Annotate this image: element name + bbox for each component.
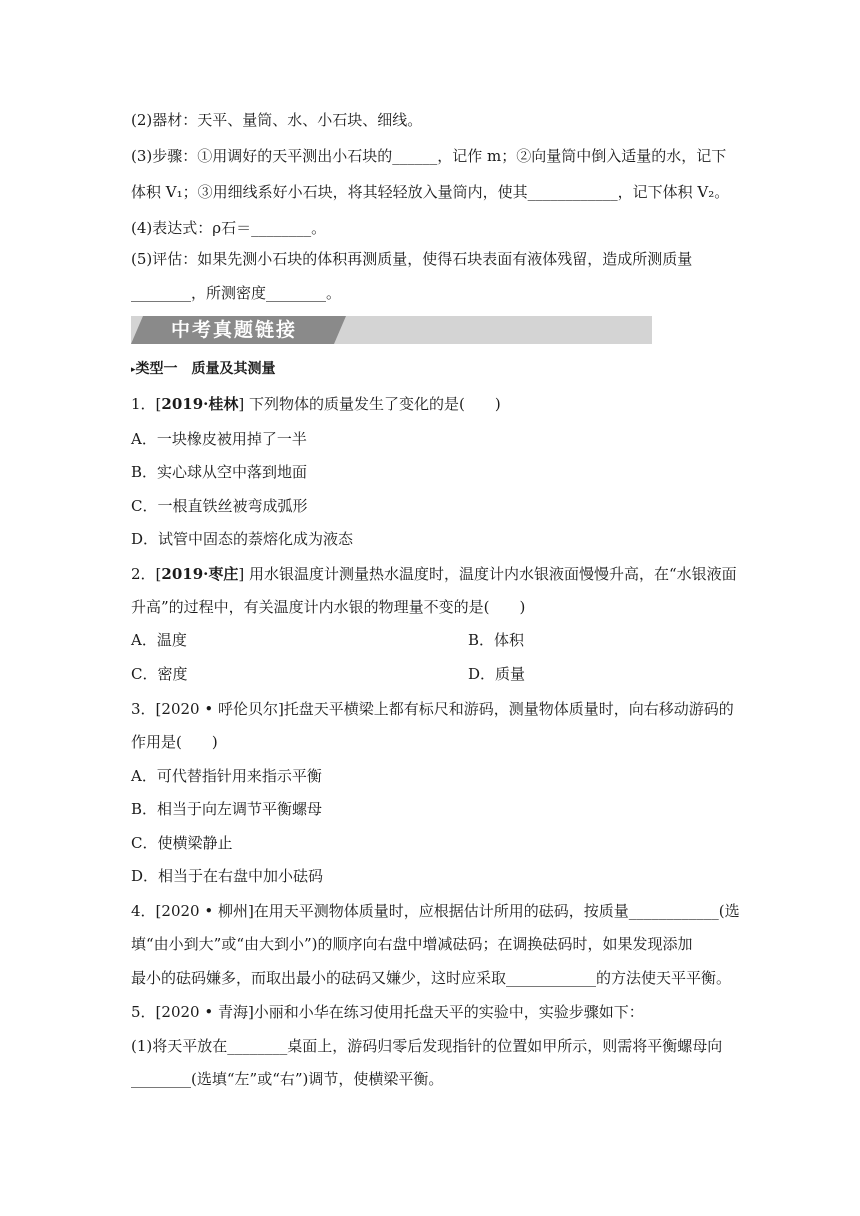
question-2-stem [131, 564, 737, 584]
question-3-stem: 3．[2020 • 呼伦贝尔]托盘天平横梁上都有标尺和游码，测量物体质量时，向右移动游码的 [131, 700, 734, 718]
question-2-option-d: D．质量 [468, 665, 526, 683]
question-5-sub-1: (1)将天平放在________桌面上，游码归零后发现指针的位置如甲所示，则需将平衡螺母向 [131, 1037, 723, 1055]
triangle-marker-icon: ▸ [131, 365, 136, 375]
question-2-option-a: A．温度 [131, 631, 187, 649]
question-3-option-a: A．可代替指针用来指示平衡 [131, 767, 322, 785]
question-number: 2．[ [131, 565, 162, 583]
question-source: 2019·桂林 [161, 395, 239, 413]
question-2-option-b: B．体积 [468, 631, 525, 649]
evaluation-line-1: (5)评估：如果先测小石块的体积再测质量，使得石块表面有液体残留，造成所测质量 [131, 250, 693, 268]
question-4-stem-line-2: 填“由小到大”或“由大到小”)的顺序向右盘中增减砝码；在调换砝码时，如果发现添加 [131, 935, 693, 953]
question-text: ] 用水银温度计测量热水温度时，温度计内水银液面慢慢升高，在“水银液面 [238, 565, 737, 583]
question-3-option-c: C．使横梁静止 [131, 834, 233, 852]
question-4-stem: 4．[2020 • 柳州]在用天平测物体质量时，应根据估计所用的砝码，按质量____________(选 [131, 902, 740, 920]
question-5-sub-1-line-2: ________(选填“左”或“右”)调节，使横梁平衡。 [131, 1070, 444, 1088]
question-1-option-a: A．一块橡皮被用掉了一半 [131, 430, 307, 448]
question-4-stem-line-3: 最小的砝码嫌多，而取出最小的砝码又嫌少，这时应采取____________的方法使天平平衡。 [131, 969, 732, 987]
question-1-option-c: C．一根直铁丝被弯成弧形 [131, 497, 308, 515]
question-1-option-d: D．试管中固态的萘熔化成为液态 [131, 530, 354, 548]
question-5-stem: 5．[2020 • 青海]小丽和小华在练习使用托盘天平的实验中，实验步骤如下： [131, 1003, 644, 1021]
materials-line: (2)器材：天平、量筒、水、小石块、细线。 [131, 111, 423, 129]
question-3-stem-line-2: 作用是( ) [131, 733, 218, 751]
question-number: 1．[ [131, 395, 162, 413]
question-1-option-b: B．实心球从空中落到地面 [131, 463, 308, 481]
question-3-option-b: B．相当于向左调节平衡螺母 [131, 800, 323, 818]
question-3-option-d: D．相当于在右盘中加小砝码 [131, 867, 324, 885]
expression-line: (4)表达式：ρ石＝________。 [131, 219, 327, 237]
section-banner-title: 中考真题链接 [171, 319, 298, 341]
question-2-stem-line-2: 升高”的过程中，有关温度计内水银的物理量不变的是( ) [131, 598, 526, 616]
question-1-stem [131, 394, 501, 414]
question-2-option-c: C．密度 [131, 665, 188, 683]
type-heading-label: 类型一 质量及其测量 [135, 361, 276, 377]
steps-line-1: (3)步骤：①用调好的天平测出小石块的______，记作 m；②向量筒中倒入适量的水，记下 [131, 147, 727, 165]
type-heading [131, 359, 276, 380]
steps-line-2: 体积 V₁；③用细线系好小石块，将其轻轻放入量筒内，使其____________，记下体积 V₂。 [131, 183, 730, 201]
evaluation-line-2: ________，所测密度________。 [131, 284, 342, 302]
question-source: 2019·枣庄 [161, 565, 239, 583]
question-text: ] 下列物体的质量发生了变化的是( ) [238, 395, 501, 413]
